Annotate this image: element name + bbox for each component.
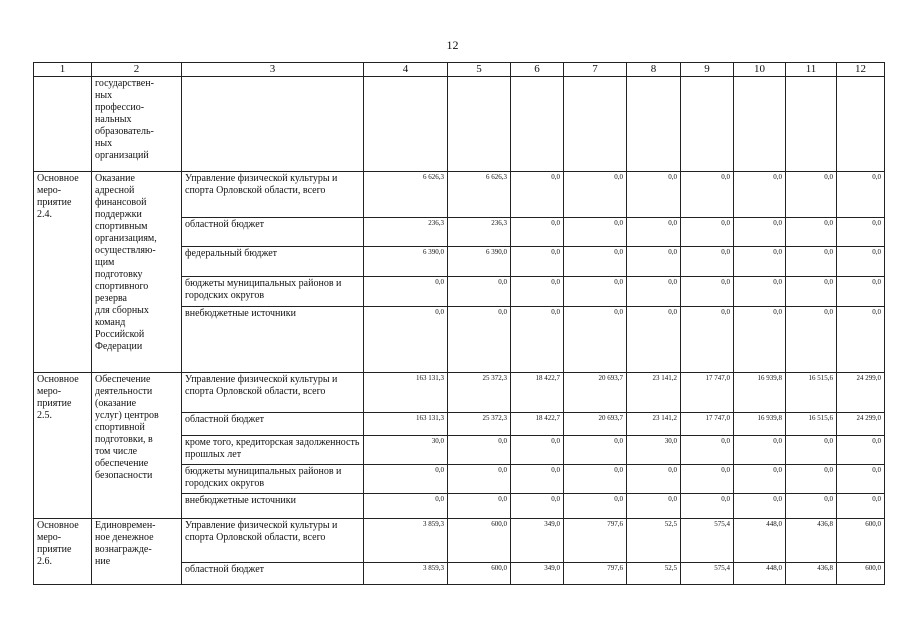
page-number: 12 xyxy=(446,38,459,52)
amount-cell: 25 372,3 xyxy=(448,373,511,413)
amount-cell: 0,0 xyxy=(681,277,734,307)
amount-cell: 0,0 xyxy=(786,247,837,277)
continuation-row xyxy=(34,77,885,172)
amount-cell: 6 626,3 xyxy=(448,172,511,218)
amount-cell: 0,0 xyxy=(564,494,627,519)
amount-cell: 0,0 xyxy=(734,247,786,277)
funding-source: бюджеты муниципальных районов и городских округов xyxy=(182,277,364,307)
amount-cell: 236,3 xyxy=(364,218,448,247)
measure-description: Обеспечение деятельности (оказание услуг) центров спортивной подготовки, в том числе обеспечение безопасности xyxy=(92,373,182,519)
header-cell: 1 xyxy=(34,63,92,77)
budget-table xyxy=(33,62,885,585)
amount-cell: 0,0 xyxy=(564,247,627,277)
amount-cell: 30,0 xyxy=(627,436,681,465)
table-row xyxy=(34,172,885,218)
amount-cell: 0,0 xyxy=(448,436,511,465)
amount-cell: 3 859,3 xyxy=(364,519,448,563)
amount-cell: 0,0 xyxy=(786,436,837,465)
amount-cell: 20 693,7 xyxy=(564,373,627,413)
amount-cell: 16 939,8 xyxy=(734,413,786,436)
amount-cell: 0,0 xyxy=(364,465,448,494)
amount-cell: 0,0 xyxy=(837,465,885,494)
measure-number: Основное меро- приятие 2.4. xyxy=(34,172,92,373)
amount-cell: 0,0 xyxy=(364,494,448,519)
amount-cell: 0,0 xyxy=(786,307,837,373)
amount-cell: 0,0 xyxy=(511,494,564,519)
funding-source: кроме того, кредиторская задолженность прошлых лет xyxy=(182,436,364,465)
amount-cell: 0,0 xyxy=(448,277,511,307)
amount-cell: 6 390,0 xyxy=(364,247,448,277)
amount-cell: 236,3 xyxy=(448,218,511,247)
amount-cell: 17 747,0 xyxy=(681,413,734,436)
empty-cell xyxy=(734,77,786,172)
funding-source: областной бюджет xyxy=(182,218,364,247)
amount-cell: 0,0 xyxy=(511,277,564,307)
amount-cell: 600,0 xyxy=(448,563,511,585)
amount-cell: 0,0 xyxy=(448,307,511,373)
amount-cell: 18 422,7 xyxy=(511,373,564,413)
amount-cell: 0,0 xyxy=(364,277,448,307)
empty-cell xyxy=(182,77,364,172)
empty-cell xyxy=(564,77,627,172)
amount-cell: 0,0 xyxy=(734,277,786,307)
amount-cell: 0,0 xyxy=(448,465,511,494)
amount-cell: 0,0 xyxy=(564,218,627,247)
amount-cell: 0,0 xyxy=(681,172,734,218)
amount-cell: 30,0 xyxy=(364,436,448,465)
empty-cell xyxy=(786,77,837,172)
header-cell: 10 xyxy=(734,63,786,77)
amount-cell: 0,0 xyxy=(627,277,681,307)
amount-cell: 24 299,0 xyxy=(837,413,885,436)
amount-cell: 0,0 xyxy=(734,218,786,247)
amount-cell: 0,0 xyxy=(734,307,786,373)
measure-number: Основное меро- приятие 2.6. xyxy=(34,519,92,585)
amount-cell: 0,0 xyxy=(564,307,627,373)
amount-cell: 16 515,6 xyxy=(786,373,837,413)
amount-cell: 24 299,0 xyxy=(837,373,885,413)
amount-cell: 0,0 xyxy=(564,172,627,218)
table-row xyxy=(34,519,885,563)
header-cell: 7 xyxy=(564,63,627,77)
amount-cell: 0,0 xyxy=(837,172,885,218)
amount-cell: 0,0 xyxy=(837,307,885,373)
amount-cell: 0,0 xyxy=(448,494,511,519)
amount-cell: 0,0 xyxy=(786,494,837,519)
amount-cell: 0,0 xyxy=(681,465,734,494)
amount-cell: 448,0 xyxy=(734,563,786,585)
amount-cell: 448,0 xyxy=(734,519,786,563)
amount-cell: 0,0 xyxy=(681,436,734,465)
funding-source: федеральный бюджет xyxy=(182,247,364,277)
amount-cell: 0,0 xyxy=(364,307,448,373)
amount-cell: 797,6 xyxy=(564,563,627,585)
amount-cell: 6 390,0 xyxy=(448,247,511,277)
header-cell: 8 xyxy=(627,63,681,77)
amount-cell: 0,0 xyxy=(786,172,837,218)
amount-cell: 18 422,7 xyxy=(511,413,564,436)
amount-cell: 0,0 xyxy=(681,218,734,247)
empty-cell xyxy=(837,77,885,172)
amount-cell: 349,0 xyxy=(511,519,564,563)
amount-cell: 16 515,6 xyxy=(786,413,837,436)
amount-cell: 0,0 xyxy=(837,218,885,247)
amount-cell: 0,0 xyxy=(837,277,885,307)
funding-source: бюджеты муниципальных районов и городских округов xyxy=(182,465,364,494)
amount-cell: 0,0 xyxy=(564,436,627,465)
amount-cell: 0,0 xyxy=(511,465,564,494)
funding-source: Управление физической культуры и спорта Орловской области, всего xyxy=(182,172,364,218)
amount-cell: 0,0 xyxy=(786,465,837,494)
amount-cell: 600,0 xyxy=(837,519,885,563)
measure-description: государствен- ных профессио- нальных образователь- ных организаций xyxy=(92,77,182,172)
funding-source: внебюджетные источники xyxy=(182,307,364,373)
amount-cell: 0,0 xyxy=(564,465,627,494)
amount-cell: 0,0 xyxy=(734,436,786,465)
amount-cell: 25 372,3 xyxy=(448,413,511,436)
measure-number: Основное меро- приятие 2.5. xyxy=(34,373,92,519)
header-cell: 5 xyxy=(448,63,511,77)
amount-cell: 0,0 xyxy=(627,494,681,519)
amount-cell: 0,0 xyxy=(511,218,564,247)
header-cell: 4 xyxy=(364,63,448,77)
amount-cell: 349,0 xyxy=(511,563,564,585)
amount-cell: 3 859,3 xyxy=(364,563,448,585)
empty-cell xyxy=(511,77,564,172)
amount-cell: 0,0 xyxy=(786,277,837,307)
amount-cell: 0,0 xyxy=(627,247,681,277)
funding-source: областной бюджет xyxy=(182,563,364,585)
amount-cell: 0,0 xyxy=(837,494,885,519)
amount-cell: 0,0 xyxy=(734,465,786,494)
amount-cell: 0,0 xyxy=(837,436,885,465)
amount-cell: 0,0 xyxy=(786,218,837,247)
empty-cell xyxy=(364,77,448,172)
amount-cell: 0,0 xyxy=(681,247,734,277)
amount-cell: 436,8 xyxy=(786,519,837,563)
amount-cell: 600,0 xyxy=(837,563,885,585)
amount-cell: 17 747,0 xyxy=(681,373,734,413)
amount-cell: 575,4 xyxy=(681,563,734,585)
header-cell: 12 xyxy=(837,63,885,77)
header-cell: 6 xyxy=(511,63,564,77)
empty-cell xyxy=(681,77,734,172)
amount-cell: 23 141,2 xyxy=(627,373,681,413)
amount-cell: 0,0 xyxy=(837,247,885,277)
measure-description: Единовремен- ное денежное вознагражде- ние xyxy=(92,519,182,585)
amount-cell: 0,0 xyxy=(511,247,564,277)
amount-cell: 0,0 xyxy=(564,277,627,307)
amount-cell: 52,5 xyxy=(627,519,681,563)
funding-source: Управление физической культуры и спорта Орловской области, всего xyxy=(182,519,364,563)
funding-source: Управление физической культуры и спорта Орловской области, всего xyxy=(182,373,364,413)
amount-cell: 0,0 xyxy=(627,307,681,373)
amount-cell: 163 131,3 xyxy=(364,373,448,413)
amount-cell: 575,4 xyxy=(681,519,734,563)
header-cell: 3 xyxy=(182,63,364,77)
header-cell: 9 xyxy=(681,63,734,77)
empty-cell xyxy=(627,77,681,172)
amount-cell: 0,0 xyxy=(511,307,564,373)
measure-description: Оказание адресной финансовой поддержки спортивным организациям, осуществляю- щим подготовку спортивного резерва для сборных команд Российской Федерации xyxy=(92,172,182,373)
funding-source: областной бюджет xyxy=(182,413,364,436)
amount-cell: 6 626,3 xyxy=(364,172,448,218)
header-row xyxy=(34,63,885,77)
measure-cell xyxy=(34,77,92,172)
funding-source: внебюджетные источники xyxy=(182,494,364,519)
header-cell: 11 xyxy=(786,63,837,77)
amount-cell: 0,0 xyxy=(681,494,734,519)
amount-cell: 436,8 xyxy=(786,563,837,585)
amount-cell: 0,0 xyxy=(627,465,681,494)
header-cell: 2 xyxy=(92,63,182,77)
amount-cell: 52,5 xyxy=(627,563,681,585)
amount-cell: 23 141,2 xyxy=(627,413,681,436)
amount-cell: 20 693,7 xyxy=(564,413,627,436)
amount-cell: 0,0 xyxy=(627,218,681,247)
amount-cell: 16 939,8 xyxy=(734,373,786,413)
empty-cell xyxy=(448,77,511,172)
amount-cell: 0,0 xyxy=(627,172,681,218)
amount-cell: 163 131,3 xyxy=(364,413,448,436)
amount-cell: 0,0 xyxy=(511,436,564,465)
amount-cell: 0,0 xyxy=(681,307,734,373)
amount-cell: 0,0 xyxy=(734,172,786,218)
amount-cell: 600,0 xyxy=(448,519,511,563)
amount-cell: 0,0 xyxy=(511,172,564,218)
amount-cell: 0,0 xyxy=(734,494,786,519)
table-row xyxy=(34,373,885,413)
amount-cell: 797,6 xyxy=(564,519,627,563)
